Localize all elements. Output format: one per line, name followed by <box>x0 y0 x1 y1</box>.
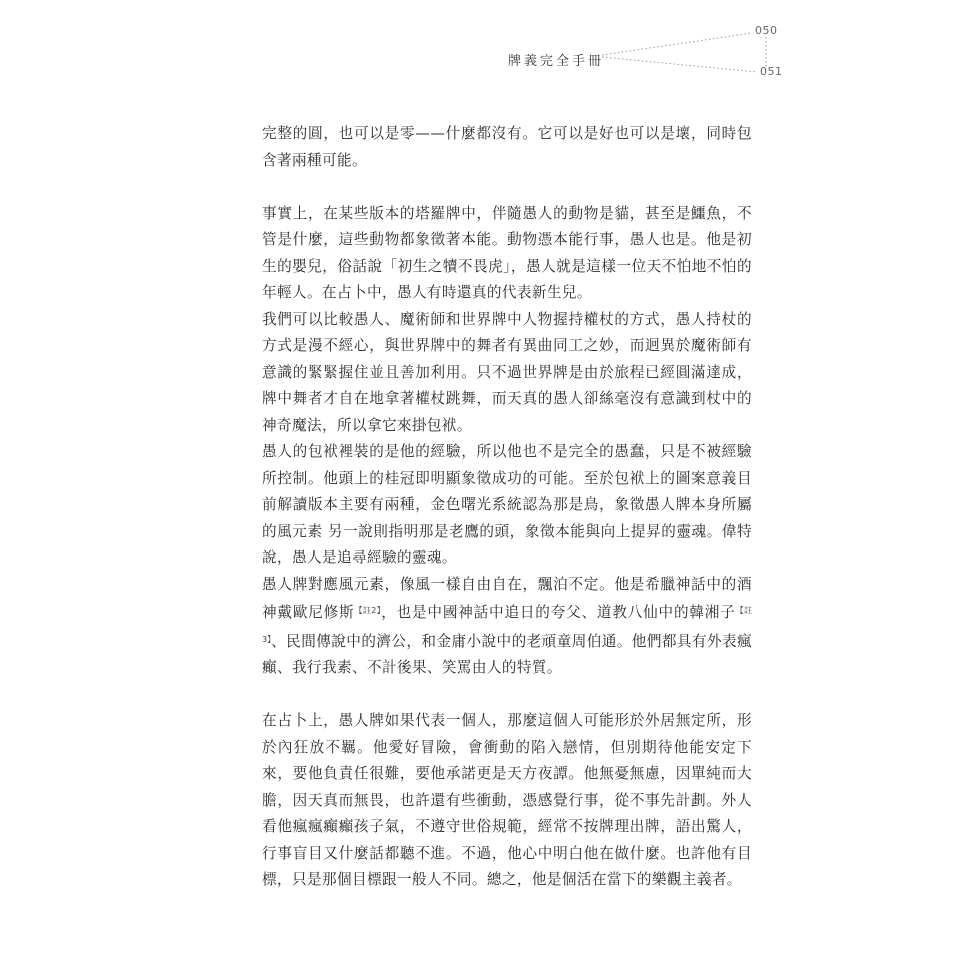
running-head-dotted-line-lower <box>602 57 757 72</box>
body-text <box>262 121 752 894</box>
paragraph-text: 我們可以比較愚人、魔術師和世界牌中人物握持權杖的方式，愚人持杖的方式是漫不經心，與世界牌中的舞者有異曲同工之妙，而迥異於魔術師有意識的緊緊握住並且善加利用。只不過世界牌是由於旅程已經圓滿達成，牌中舞者才自在地拿著權杖跳舞，而天真的愚人卻絲毫沒有意識到杖中的神奇魔法，所以拿它來掛包袱。 <box>262 310 752 434</box>
paragraph-text: ，也是中國神話中追日的夸父、道教八仙中的韓湘子 <box>381 604 736 621</box>
paragraph-text: 在占卜上，愚人牌如果代表一個人，那麼這個人可能形於外居無定所，形於內狂放不羈。他愛好冒險，會衝動的陷入戀情，但別期待他能安定下來，要他負責任很難，要他承諾更是天方夜譚。他無憂無慮，因單純而大膽，因天真而無畏，也許還有些衝動，憑感覺行事，從不事先計劃。外人看他瘋瘋癲癲孩子氣，不遵守世俗規範，經常不按牌理出牌，語出驚人，行事盲目又什麼話都聽不進。不過，他心中明白他在做什麼。也許他有目標，只是那個目標跟一般人不同。總之，他是個活在當下的樂觀主義者。 <box>262 712 752 888</box>
page-number-left: 050 <box>755 24 778 37</box>
paragraph <box>262 439 752 572</box>
paragraph-text: 完整的圓，也可以是零——什麼都沒有。它可以是好也可以是壞，同時包含著兩種可能。 <box>262 125 752 169</box>
paragraph <box>262 572 752 682</box>
paragraph <box>262 708 752 894</box>
paragraph-text: 、民間傳說中的濟公，和金庸小說中的老頑童周伯通。他們都具有外表瘋癲、我行我素、不計後果、笑罵由人的特質。 <box>262 632 752 676</box>
page-number-right: 051 <box>760 65 783 78</box>
footnote-marker: 【註3】 <box>262 606 753 644</box>
running-head <box>480 20 800 90</box>
book-title: 牌義完全手冊 <box>508 54 605 69</box>
footnote-marker: 【註2】 <box>354 606 382 615</box>
paragraph-text: 愚人牌對應風元素，像風一樣自由自在，飄泊不定。他是希臘神話中的酒神戴歐尼修斯 <box>262 575 752 621</box>
paragraph <box>262 201 752 307</box>
paragraph <box>262 307 752 440</box>
running-head-dotted-line-upper <box>602 33 752 55</box>
paragraph-text: 事實上，在某些版本的塔羅牌中，伴隨愚人的動物是貓，甚至是鱷魚，不管是什麼，這些動物都象徵著本能。動物憑本能行事，愚人也是。他是初生的嬰兒，俗話說「初生之犢不畏虎」，愚人就是這樣一位天不怕地不怕的年輕人。在占卜中，愚人有時還真的代表新生兒。 <box>262 204 752 301</box>
paragraph <box>262 121 752 174</box>
paragraph-text: 愚人的包袱裡裝的是他的經驗，所以他也不是完全的愚蠢，只是不被經驗所控制。他頭上的桂冠即明顯象徵成功的可能。至於包袱上的圖案意義目前解讀版本主要有兩種，金色曙光系統認為那是鳥，象徵愚人牌本身所屬的風元素 另一說則指明那是老鷹的頭，象徵本能與向上提昇的靈魂。偉特說，愚人是追尋經驗的靈魂。 <box>262 443 752 566</box>
